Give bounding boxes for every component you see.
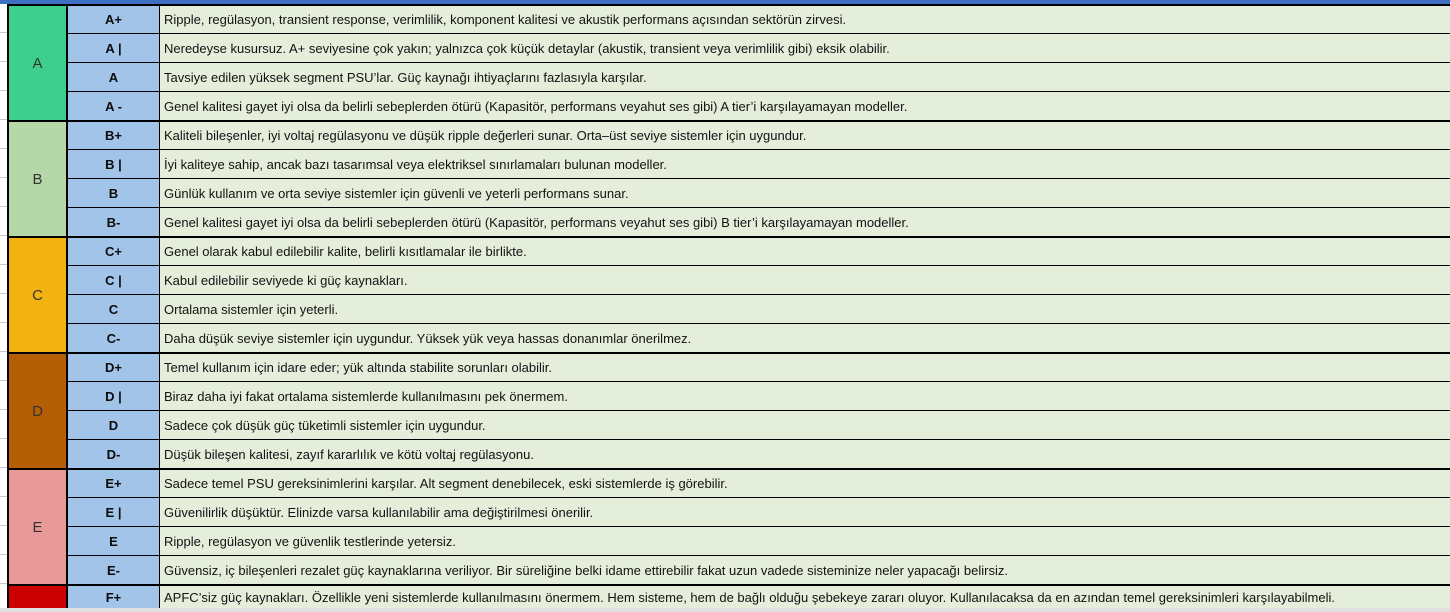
grade-description-cell[interactable]: Genel olarak kabul edilebilir kalite, belirli kısıtlamalar ile birlikte. bbox=[160, 238, 1450, 265]
grade-label-cell[interactable]: E- bbox=[68, 556, 160, 584]
tier-row bbox=[68, 410, 1450, 439]
grade-description-cell[interactable]: Kaliteli bileşenler, iyi voltaj regülasyonu ve düşük ripple değerleri sunar. Orta–üst seviye sistemler için uygundur. bbox=[160, 122, 1450, 149]
grade-label-cell[interactable]: C+ bbox=[68, 238, 160, 265]
tier-letter-cell-a[interactable]: A bbox=[7, 4, 68, 120]
grade-label-cell[interactable]: D | bbox=[68, 382, 160, 410]
grade-label-cell[interactable]: D- bbox=[68, 440, 160, 468]
tier-row bbox=[68, 294, 1450, 323]
tier-rows-d bbox=[68, 352, 1450, 468]
tier-group-d bbox=[7, 352, 1450, 468]
tier-letter-cell-b[interactable]: B bbox=[7, 120, 68, 236]
grade-description-cell[interactable]: Genel kalitesi gayet iyi olsa da belirli sebeplerden ötürü (Kapasitör, performans veyahut ses gibi) B tier’i karşılayamayan modeller. bbox=[160, 208, 1450, 236]
grade-label-cell[interactable]: F+ bbox=[68, 586, 160, 608]
grade-description-cell[interactable]: Ripple, regülasyon, transient response, verimlilik, komponent kalitesi ve akustik performans açısından sektörün zirvesi. bbox=[160, 6, 1450, 33]
tier-row bbox=[68, 439, 1450, 468]
tier-row bbox=[68, 62, 1450, 91]
tier-row bbox=[68, 555, 1450, 584]
grade-description-cell[interactable]: Daha düşük seviye sistemler için uygundur. Yüksek yük veya hassas donanımlar önerilmez. bbox=[160, 324, 1450, 352]
row-header-gutter bbox=[0, 4, 7, 608]
tier-letter-cell-d[interactable]: D bbox=[7, 352, 68, 468]
grade-label-cell[interactable]: E bbox=[68, 527, 160, 555]
grade-label-cell[interactable]: B- bbox=[68, 208, 160, 236]
grade-label-cell[interactable]: A - bbox=[68, 92, 160, 120]
tier-group-e bbox=[7, 468, 1450, 584]
tier-rows-c bbox=[68, 236, 1450, 352]
tier-group-c bbox=[7, 236, 1450, 352]
grade-description-cell[interactable]: Biraz daha iyi fakat ortalama sistemlerde kullanılmasını pek önermem. bbox=[160, 382, 1450, 410]
grade-label-cell[interactable]: D+ bbox=[68, 354, 160, 381]
grade-description-cell[interactable]: Neredeyse kusursuz. A+ seviyesine çok yakın; yalnızca çok küçük detaylar (akustik, transient veya verimlilik gibi) eksik olabilir. bbox=[160, 34, 1450, 62]
tier-letter-cell-f[interactable] bbox=[7, 584, 68, 608]
grade-label-cell[interactable]: A+ bbox=[68, 6, 160, 33]
tier-row bbox=[68, 178, 1450, 207]
tier-group-b bbox=[7, 120, 1450, 236]
tier-row bbox=[68, 207, 1450, 236]
tier-row bbox=[68, 265, 1450, 294]
grade-description-cell[interactable]: Sadece temel PSU gereksinimlerini karşılar. Alt segment denebilecek, eski sistemlerde iş görebilir. bbox=[160, 470, 1450, 497]
tier-group-f bbox=[7, 584, 1450, 608]
grade-description-cell[interactable]: Kabul edilebilir seviyede ki güç kaynakları. bbox=[160, 266, 1450, 294]
grade-description-cell[interactable]: Ortalama sistemler için yeterli. bbox=[160, 295, 1450, 323]
grade-label-cell[interactable]: B | bbox=[68, 150, 160, 178]
grade-description-cell[interactable]: APFC’siz güç kaynakları. Özellikle yeni sistemlerde kullanılmasını önermem. Hem sisteme, hem de bağlı olduğu şebekeye zararı oluyor. Kullanılacaksa da en azından temel gereksinimleri karşılayabilmeli. bbox=[160, 586, 1450, 608]
tier-row bbox=[68, 4, 1450, 33]
grade-description-cell[interactable]: İyi kaliteye sahip, ancak bazı tasarımsal veya elektriksel sınırlamaları bulunan modeller. bbox=[160, 150, 1450, 178]
tier-row bbox=[68, 497, 1450, 526]
grade-description-cell[interactable]: Sadece çok düşük güç tüketimli sistemler için uygundur. bbox=[160, 411, 1450, 439]
grade-label-cell[interactable]: A bbox=[68, 63, 160, 91]
tier-row bbox=[68, 526, 1450, 555]
grade-label-cell[interactable]: C bbox=[68, 295, 160, 323]
grade-label-cell[interactable]: C- bbox=[68, 324, 160, 352]
grade-label-cell[interactable]: B+ bbox=[68, 122, 160, 149]
tier-row bbox=[68, 468, 1450, 497]
tier-rows-a bbox=[68, 4, 1450, 120]
tier-letter-cell-c[interactable]: C bbox=[7, 236, 68, 352]
grade-label-cell[interactable]: B bbox=[68, 179, 160, 207]
tier-group-a bbox=[7, 4, 1450, 120]
tier-letter-cell-e[interactable]: E bbox=[7, 468, 68, 584]
tier-row bbox=[68, 236, 1450, 265]
grade-description-cell[interactable]: Temel kullanım için idare eder; yük altında stabilite sorunları olabilir. bbox=[160, 354, 1450, 381]
grade-label-cell[interactable]: E+ bbox=[68, 470, 160, 497]
tier-rows-b bbox=[68, 120, 1450, 236]
grade-description-cell[interactable]: Güvensiz, iç bileşenleri rezalet güç kaynaklarına veriliyor. Bir süreliğine belki idame ettirebilir fakat uzun vadede sisteminize neler yapacağı belirsiz. bbox=[160, 556, 1450, 584]
grade-description-cell[interactable]: Güvenilirlik düşüktür. Elinizde varsa kullanılabilir ama değiştirilmesi önerilir. bbox=[160, 498, 1450, 526]
tier-row bbox=[68, 352, 1450, 381]
grade-description-cell[interactable]: Genel kalitesi gayet iyi olsa da belirli sebeplerden ötürü (Kapasitör, performans veyahut ses gibi) A tier’i karşılayamayan modeller. bbox=[160, 92, 1450, 120]
sheet-area bbox=[0, 4, 1450, 608]
tier-rows-f bbox=[68, 584, 1450, 608]
grade-description-cell[interactable]: Tavsiye edilen yüksek segment PSU’lar. Güç kaynağı ihtiyaçlarını fazlasıyla karşılar. bbox=[160, 63, 1450, 91]
tier-row bbox=[68, 33, 1450, 62]
grade-description-cell[interactable]: Düşük bileşen kalitesi, zayıf kararlılık ve kötü voltaj regülasyonu. bbox=[160, 440, 1450, 468]
grade-description-cell[interactable]: Günlük kullanım ve orta seviye sistemler için güvenli ve yeterli performans sunar. bbox=[160, 179, 1450, 207]
psu-tier-table bbox=[7, 4, 1450, 608]
grade-label-cell[interactable]: E | bbox=[68, 498, 160, 526]
grade-label-cell[interactable]: C | bbox=[68, 266, 160, 294]
tier-row bbox=[68, 381, 1450, 410]
grade-label-cell[interactable]: A | bbox=[68, 34, 160, 62]
grade-description-cell[interactable]: Ripple, regülasyon ve güvenlik testlerinde yetersiz. bbox=[160, 527, 1450, 555]
tier-row bbox=[68, 149, 1450, 178]
grade-label-cell[interactable]: D bbox=[68, 411, 160, 439]
tier-row bbox=[68, 120, 1450, 149]
bottom-strip bbox=[0, 608, 1450, 612]
tier-row bbox=[68, 91, 1450, 120]
tier-rows-e bbox=[68, 468, 1450, 584]
tier-row bbox=[68, 323, 1450, 352]
tier-row bbox=[68, 584, 1450, 608]
